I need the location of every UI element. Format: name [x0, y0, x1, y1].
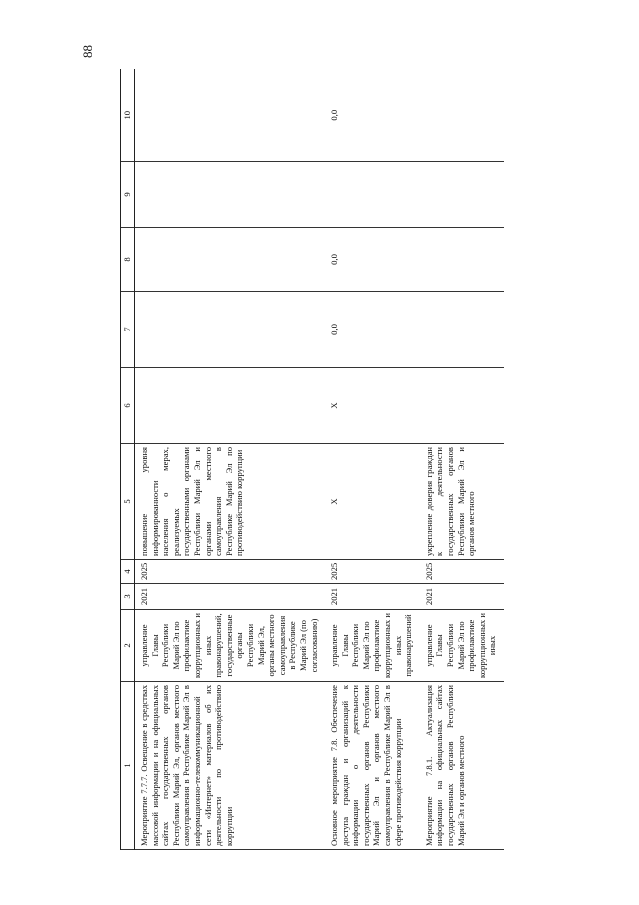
header-cell: 2: [121, 610, 135, 682]
executor-cell: управление Главы Республики Марий Эл по профилактике коррупционных и иных правонарушений: [325, 610, 420, 682]
header-cell: 8: [121, 228, 135, 292]
table-row: [420, 70, 504, 850]
expected-result-cell: повышение уровня информированности населения о мерах, реализуемых государственными органами Республики Марий Эл и органами местного самоуправления в Республике Марий Эл по противодействию коррупции: [135, 444, 326, 560]
value-cell: 0,0: [325, 292, 420, 368]
start-year-cell: 2021: [325, 584, 420, 610]
value-cell: X: [325, 368, 420, 444]
end-year-cell: 2025: [135, 560, 326, 584]
start-year-cell: 2021: [135, 584, 326, 610]
header-cell: 10: [121, 70, 135, 162]
value-cell: [135, 162, 326, 228]
header-cell: 3: [121, 584, 135, 610]
value-cell: [420, 368, 504, 444]
rotated-table-sheet: [120, 70, 590, 850]
value-cell: [420, 70, 504, 162]
program-measures-table: [120, 70, 504, 851]
header-cell: 9: [121, 162, 135, 228]
expected-result-cell: X: [325, 444, 420, 560]
end-year-cell: 2025: [420, 560, 504, 584]
value-cell: [135, 292, 326, 368]
expected-result-cell: укрепление доверия граждан к деятельности государственных органов Республики Марий Эл и органов местного: [420, 444, 504, 560]
value-cell: [420, 292, 504, 368]
value-cell: [325, 162, 420, 228]
value-cell: 0,0: [325, 228, 420, 292]
value-cell: [135, 70, 326, 162]
executor-cell: управление Главы Республики Марий Эл по профилактике коррупционных и иных: [420, 610, 504, 682]
executor-cell: управление Главы Республики Марий Эл по профилактике коррупционных и иных правонарушений, государственные органы Республики Марий Эл, органы местного самоуправления в Республике Марий Эл (по согласованию): [135, 610, 326, 682]
value-cell: [135, 368, 326, 444]
value-cell: [420, 162, 504, 228]
measure-name-cell: Мероприятие 7.7.7. Освещение в средствах массовой информации и на официальных сайтах государственных органов Республики Марий Эл, органов местного самоуправления в Республике Марий Эл в информационно-телекоммуникационной сети «Интернет» материалов об их деятельности по противодействию коррупции: [135, 682, 326, 850]
measure-name-cell: Мероприятие 7.8.1. Актуализация информации на официальных сайтах государственных органов Республики Марий Эл и органов местного: [420, 682, 504, 850]
header-cell: 5: [121, 444, 135, 560]
page-number: 88: [80, 45, 95, 58]
header-row: [121, 70, 135, 850]
header-cell: 6: [121, 368, 135, 444]
measure-name-cell: Основное мероприятие 7.8. Обеспечение доступа граждан и организаций к информации о деятельности государственных органов Республики Марий Эл и органов местного самоуправления в Республике Марий Эл в сфере противодействия коррупции: [325, 682, 420, 850]
table-row: [135, 70, 326, 850]
table-row: [325, 70, 420, 850]
value-cell: 0,0: [325, 70, 420, 162]
value-cell: [135, 228, 326, 292]
end-year-cell: 2025: [325, 560, 420, 584]
header-cell: 4: [121, 560, 135, 584]
start-year-cell: 2021: [420, 584, 504, 610]
header-cell: 1: [121, 682, 135, 850]
header-cell: 7: [121, 292, 135, 368]
value-cell: [420, 228, 504, 292]
